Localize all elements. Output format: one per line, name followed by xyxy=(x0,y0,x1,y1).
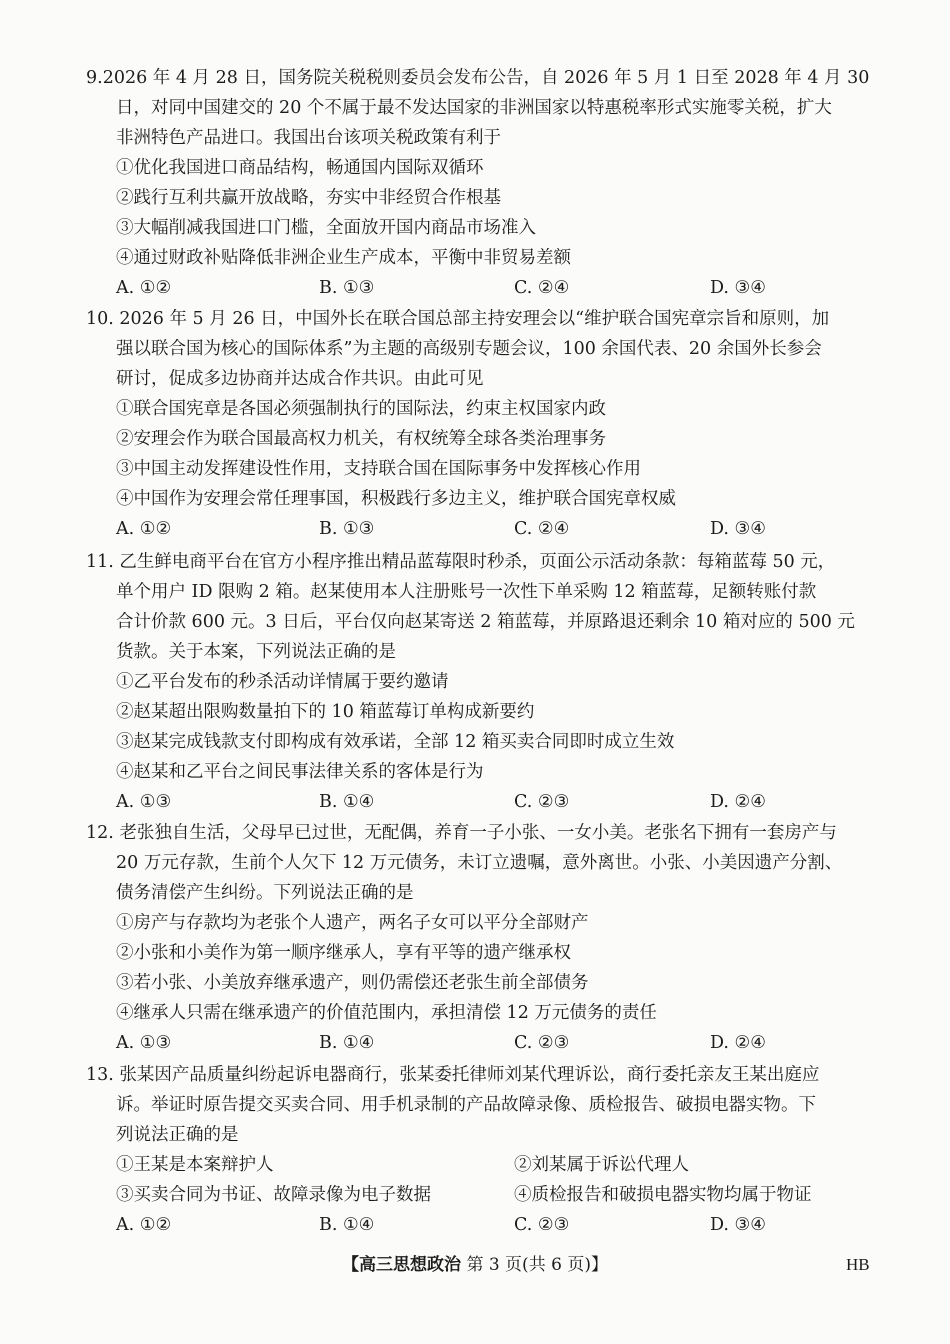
question-stem-line: 13. 张某因产品质量纠纷起诉电器商行，张某委托律师刘某代理诉讼，商行委托亲友王某出庭应 xyxy=(86,1065,820,1085)
question-stem-line: 列说法正确的是 xyxy=(116,1125,239,1145)
footer-page-number: 第 3 页(共 6 页)】 xyxy=(466,1255,608,1275)
question-stem-line: 强以联合国为核心的国际体系”为主题的高级别专题会议，100 余国代表、20 余国外长参会 xyxy=(116,339,822,359)
choice-b: B. ①④ xyxy=(319,792,375,812)
option-1: ①优化我国进口商品结构，畅通国内国际双循环 xyxy=(116,158,484,178)
choice-c: C. ②③ xyxy=(514,792,570,812)
choice-d: D. ②④ xyxy=(710,792,766,812)
choice-a: A. ①② xyxy=(116,519,172,539)
question-11 xyxy=(86,547,886,817)
option-1: ①联合国宪章是各国必须强制执行的国际法，约束主权国家内政 xyxy=(116,399,606,419)
choice-c: C. ②③ xyxy=(514,1215,570,1235)
option-4: ④质检报告和破损电器实物均属于物证 xyxy=(514,1185,812,1205)
choice-c: C. ②④ xyxy=(514,278,570,298)
choice-a: A. ①③ xyxy=(116,792,172,812)
choice-a: A. ①③ xyxy=(116,1033,172,1053)
question-stem-line: 诉。举证时原告提交买卖合同、用手机录制的产品故障录像、质检报告、破损电器实物。下 xyxy=(116,1095,816,1115)
question-stem-line: 日，对同中国建交的 20 个不属于最不发达国家的非洲国家以特惠税率形式实施零关税，扩大 xyxy=(116,98,832,118)
option-1: ①乙平台发布的秒杀活动详情属于要约邀请 xyxy=(116,672,449,692)
option-3: ③大幅削减我国进口门槛，全面放开国内商品市场准入 xyxy=(116,218,536,238)
option-row xyxy=(86,1150,886,1180)
question-stem-line: 非洲特色产品进口。我国出台该项关税政策有利于 xyxy=(116,128,501,148)
footer-subject: 【高三思想政治 xyxy=(342,1255,462,1275)
option-4: ④赵某和乙平台之间民事法律关系的客体是行为 xyxy=(116,762,484,782)
option-4: ④中国作为安理会常任理事国，积极践行多边主义，维护联合国宪章权威 xyxy=(116,489,676,509)
option-4: ④继承人只需在继承遗产的价值范围内，承担清偿 12 万元债务的责任 xyxy=(116,1003,657,1023)
choice-b: B. ①④ xyxy=(319,1215,375,1235)
question-stem-line: 单个用户 ID 限购 2 箱。赵某使用本人注册账号一次性下单采购 12 箱蓝莓，足额转账付款 xyxy=(116,582,817,602)
question-12 xyxy=(86,818,886,1058)
question-stem-line: 货款。关于本案，下列说法正确的是 xyxy=(116,642,396,662)
question-stem-line: 11. 乙生鲜电商平台在官方小程序推出精品蓝莓限时秒杀，页面公示活动条款：每箱蓝莓 50 元， xyxy=(86,552,836,572)
answer-choices xyxy=(86,1210,886,1240)
choice-b: B. ①④ xyxy=(319,1033,375,1053)
option-2: ②践行互利共赢开放战略，夯实中非经贸合作根基 xyxy=(116,188,501,208)
option-2: ②刘某属于诉讼代理人 xyxy=(514,1155,689,1175)
footer-label xyxy=(0,1250,950,1280)
question-stem-line: 20 万元存款，生前个人欠下 12 万元债务，未订立遗嘱，意外离世。小张、小美因遗产分割、 xyxy=(116,853,843,873)
option-1: ①房产与存款均为老张个人遗产，两名子女可以平分全部财产 xyxy=(116,913,589,933)
option-3: ③中国主动发挥建设性作用，支持联合国在国际事务中发挥核心作用 xyxy=(116,459,641,479)
option-1: ①王某是本案辩护人 xyxy=(116,1155,274,1175)
footer-code: HB xyxy=(846,1255,870,1274)
option-2: ②安理会作为联合国最高权力机关，有权统筹全球各类治理事务 xyxy=(116,429,606,449)
choice-d: D. ③④ xyxy=(710,519,766,539)
choice-d: D. ③④ xyxy=(710,1215,766,1235)
choice-a: A. ①② xyxy=(116,278,172,298)
answer-choices xyxy=(86,273,886,303)
choice-c: C. ②④ xyxy=(514,519,570,539)
option-row xyxy=(86,1180,886,1210)
choice-b: B. ①③ xyxy=(319,278,375,298)
question-stem-line: 12. 老张独自生活，父母早已过世，无配偶，养育一子小张、一女小美。老张名下拥有一套房产与 xyxy=(86,823,837,843)
answer-choices xyxy=(86,1028,886,1058)
choice-c: C. ②③ xyxy=(514,1033,570,1053)
option-2: ②赵某超出限购数量拍下的 10 箱蓝莓订单构成新要约 xyxy=(116,702,535,722)
question-10 xyxy=(86,304,886,544)
choice-b: B. ①③ xyxy=(319,519,375,539)
answer-choices xyxy=(86,514,886,544)
question-stem-line: 研讨，促成多边协商并达成合作共识。由此可见 xyxy=(116,369,484,389)
question-stem-line: 债务清偿产生纠纷。下列说法正确的是 xyxy=(116,883,414,903)
option-4: ④通过财政补贴降低非洲企业生产成本，平衡中非贸易差额 xyxy=(116,248,571,268)
question-9 xyxy=(86,63,886,303)
option-3: ③买卖合同为书证、故障录像为电子数据 xyxy=(116,1185,431,1205)
page-footer xyxy=(0,1250,950,1280)
question-stem-line: 10. 2026 年 5 月 26 日，中国外长在联合国总部主持安理会以“维护联合国宪章宗旨和原则，加 xyxy=(86,309,830,329)
question-13 xyxy=(86,1060,886,1240)
option-3: ③若小张、小美放弃继承遗产，则仍需偿还老张生前全部债务 xyxy=(116,973,589,993)
answer-choices xyxy=(86,787,886,817)
choice-d: D. ②④ xyxy=(710,1033,766,1053)
question-stem-line: 合计价款 600 元。3 日后，平台仅向赵某寄送 2 箱蓝莓，并原路退还剩余 10 箱对应的 500 元 xyxy=(116,612,855,632)
choice-a: A. ①② xyxy=(116,1215,172,1235)
option-3: ③赵某完成钱款支付即构成有效承诺，全部 12 箱买卖合同即时成立生效 xyxy=(116,732,675,752)
option-2: ②小张和小美作为第一顺序继承人，享有平等的遗产继承权 xyxy=(116,943,571,963)
choice-d: D. ③④ xyxy=(710,278,766,298)
question-stem-line: 9.2026 年 4 月 28 日，国务院关税税则委员会发布公告，自 2026 年 5 月 1 日至 2028 年 4 月 30 xyxy=(86,68,870,88)
